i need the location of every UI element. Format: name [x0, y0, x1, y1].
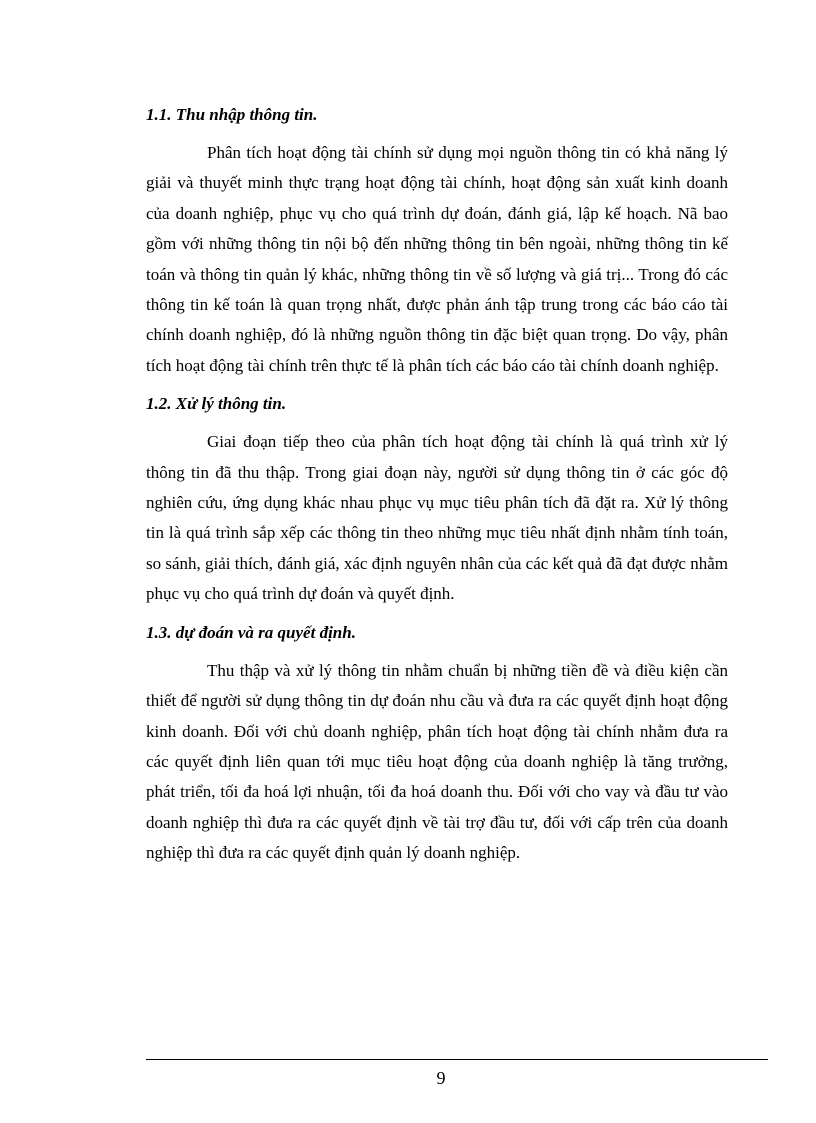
- section-body-1-2: Giai đoạn tiếp theo của phân tích hoạt động tài chính là quá trình xử lý thông tin đã thu thập. Trong giai đoạn này, người sử dụng thông tin ở các góc độ nghiên cứu, ứng dụng khác nhau phục vụ mục tiêu phân tích đã đặt ra. Xử lý thông tin là quá trình sắp xếp các thông tin theo những mục tiêu nhất định nhằm tính toán, so sánh, giải thích, đánh giá, xác định nguyên nhân của các kết quả đã đạt được nhằm phục vụ cho quá trình dự đoán và quyết định.: [146, 432, 728, 604]
- section-heading-1-2: 1.2. Xử lý thông tin.: [146, 394, 287, 414]
- section-heading-1-1: 1.1. Thu nhập thông tin.: [146, 105, 318, 124]
- section-body-1-3: Thu thập và xử lý thông tin nhằm chuẩn bị những tiền đề và điều kiện cần thiết để người sử dụng thông tin dự đoán nhu cầu và đưa ra các quyết định hoạt động kinh doanh. Đối với chủ doanh nghiệp, phân tích hoạt động tài chính nhằm đưa ra các quyết định liên quan tới mục tiêu hoạt động của doanh nghiệp là tăng trưởng, phát triển, tối đa hoá lợi nhuận, tối đa hoá doanh thu. Đối với cho vay và đầu tư vào doanh nghiệp thì đưa ra các quyết định về tài trợ đầu tư, đối với cấp trên của doanh nghiệp thì đưa ra các quyết định quản lý doanh nghiệp.: [146, 660, 728, 863]
- section-body-1-1: Phân tích hoạt động tài chính sử dụng mọi nguồn thông tin có khả năng lý giải và thuyết minh thực trạng hoạt động tài chính, hoạt động sản xuất kinh doanh của doanh nghiệp, phục vụ cho quá trình dự đoán, đánh giá, lập kế hoạch. Nã bao gồm với những thông tin nội bộ đến những thông tin bên ngoài, những thông tin kế toán và thông tin quản lý khác, những thông tin về số lượng và giá trị... Trong đó các thông tin kế toán là quan trọng nhất, được phản ánh tập trung trong các báo cáo tài chính doanh nghiệp, đó là những nguồn thông tin đặc biệt quan trọng. Do vậy, phân tích hoạt động tài chính trên thực tế là phân tích các báo cáo tài chính doanh nghiệp.: [146, 143, 728, 375]
- section-heading-1-3: 1.3. dự đoán và ra quyết định.: [146, 622, 356, 642]
- page-number: 9: [436, 1068, 446, 1088]
- document-page: [146, 100, 728, 877]
- footer-divider: [146, 1059, 768, 1060]
